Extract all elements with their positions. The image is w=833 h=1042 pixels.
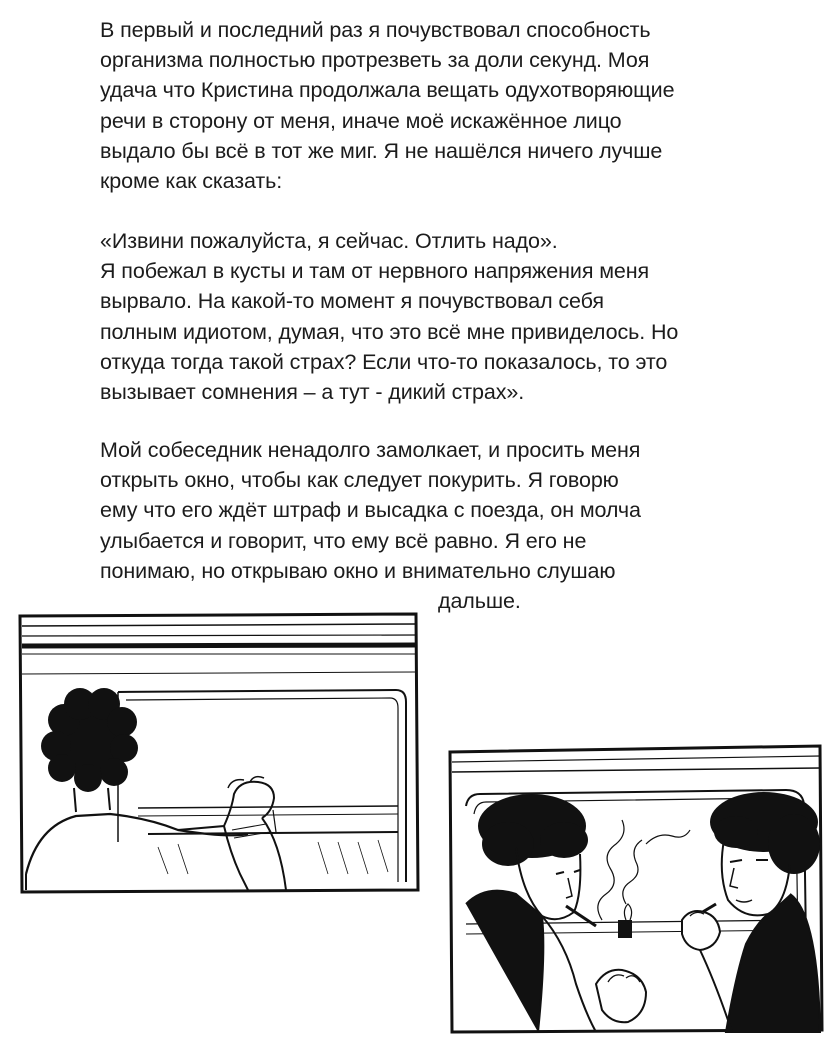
paragraph-1 (100, 15, 800, 196)
paragraph-line: открыть окно, чтобы как следует покурить. Я говорю (100, 468, 619, 493)
paragraph-line: откуда тогда такой страх? Если что-то показалось, то это (100, 349, 668, 374)
train-window-illustration (18, 612, 420, 894)
illustration-panel-left (18, 612, 420, 894)
paragraph-3 (100, 435, 800, 616)
paragraph-line: дальше. (438, 589, 521, 614)
paragraph-line: В первый и последний раз я почувствовал способность (100, 18, 651, 42)
paragraph-line: выдало бы всё в тот же миг. Я не нашёлся ничего лучше (100, 138, 663, 163)
paragraph-2 (100, 226, 800, 407)
paragraph-line: удача что Кристина продолжала вещать одухотворяющие (100, 78, 675, 103)
paragraph-line: улыбается и говорит, что ему всё равно. Я его не (100, 528, 587, 553)
paragraph-line: Я побежал в кусты и там от нервного напряжения меня (100, 259, 650, 284)
paragraph-line: ему что его ждёт штраф и высадка с поезда, он молча (100, 498, 641, 523)
paragraph-line: речи в сторону от меня, иначе моё искажённое лицо (100, 108, 622, 133)
paragraph-line: кроме как сказать: (100, 169, 283, 194)
paragraph-line: вызывает сомнения – а тут - дикий страх». (100, 380, 525, 405)
paragraph-line: «Извини пожалуйста, я сейчас. Отлить надо». (100, 229, 558, 253)
paragraph-line: полным идиотом, думая, что это всё мне привиделось. Но (100, 319, 679, 344)
paragraph-line: вырвало. На какой-то момент я почувствовал себя (100, 289, 604, 314)
paragraph-line: Мой собеседник ненадолго замолкает, и просить меня (100, 438, 641, 462)
smoking-men-illustration (446, 744, 826, 1034)
paragraph-line: организма полностью протрезветь за доли секунд. Моя (100, 48, 650, 73)
illustration-panel-right (446, 744, 826, 1034)
paragraph-line: понимаю, но открываю окно и внимательно слушаю (100, 558, 616, 583)
